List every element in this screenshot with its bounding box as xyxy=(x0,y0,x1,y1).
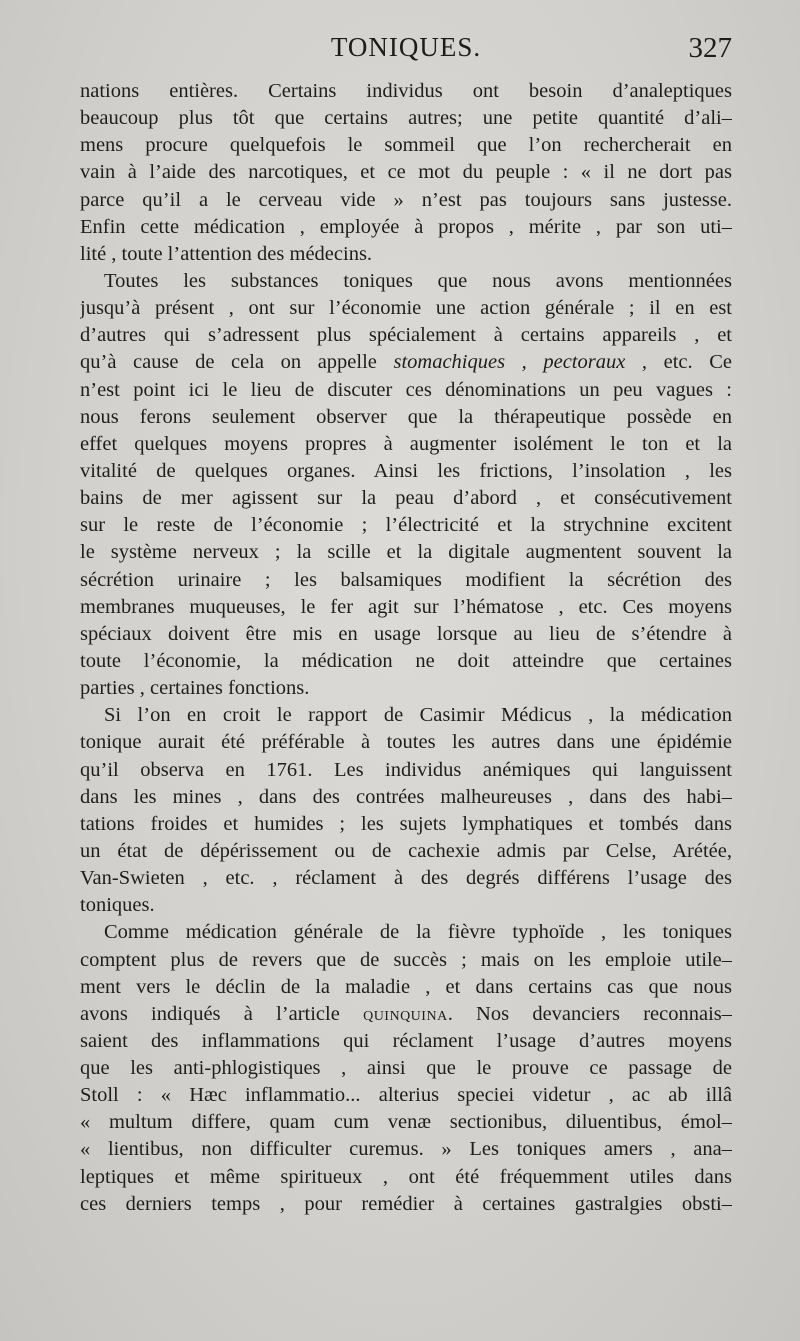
text-line xyxy=(80,105,732,132)
text-line xyxy=(80,132,732,159)
text-segment: effet quelques moyens propres à augmenter isolément le ton et la xyxy=(80,432,732,455)
text-line xyxy=(80,349,732,376)
text-line xyxy=(80,404,732,431)
text-line xyxy=(80,322,732,349)
text-segment: n’est point ici le lieu de discuter ces dénominations un peu vagues : xyxy=(80,378,732,401)
text-segment: mens procure quelquefois le sommeil que l’on rechercherait en xyxy=(80,134,732,157)
text-segment: dans les mines , dans des contrées malheureuses , dans des habi– xyxy=(80,785,732,808)
text-segment: Stoll : « Hæc inflammatio... alterius speciei videtur , ac ab illâ xyxy=(80,1084,732,1107)
text-segment: vitalité de quelques organes. Ainsi les frictions, l’insolation , les xyxy=(80,459,732,482)
text-line xyxy=(80,1082,732,1109)
text-line xyxy=(80,621,732,648)
text-line xyxy=(80,892,732,919)
text-segment: sur le reste de l’économie ; l’électricité et la strychnine excitent xyxy=(80,514,732,537)
text-segment: toute l’économie, la médication ne doit atteindre que certaines xyxy=(80,649,732,672)
text-line xyxy=(80,974,732,1001)
text-line xyxy=(80,1055,732,1082)
text-line xyxy=(80,512,732,539)
text-line xyxy=(80,159,732,186)
text-segment: d’autres qui s’adressent plus spécialement à certains appareils , et xyxy=(80,324,732,347)
text-segment: qu’à cause de cela on appelle xyxy=(80,351,394,374)
text-line xyxy=(80,594,732,621)
text-segment: spéciaux doivent être mis en usage lorsque au lieu de s’étendre à xyxy=(80,622,732,645)
text-line xyxy=(80,567,732,594)
text-line xyxy=(80,702,732,729)
text-segment: etc. Ce xyxy=(647,351,732,374)
text-line xyxy=(80,241,732,268)
page-header xyxy=(80,32,732,72)
text-line xyxy=(80,268,732,295)
text-segment: « lientibus, non difficulter curemus. » Les toniques amers , ana– xyxy=(80,1138,732,1161)
text-segment: que les anti-phlogistiques , ainsi que le prouve ce passage de xyxy=(80,1057,732,1080)
text-segment: membranes muqueuses, le fer agit sur l’hématose , etc. Ces moyens xyxy=(80,595,732,618)
body-text xyxy=(80,78,732,1218)
text-segment: toniques. xyxy=(80,894,155,917)
text-segment: Comme médication générale de la fièvre typhoïde , les toniques xyxy=(104,921,732,944)
text-segment: ces derniers temps , pour remédier à certaines gastralgies obsti– xyxy=(80,1192,732,1215)
text-segment: lité , toute l’attention des médecins. xyxy=(80,242,373,265)
text-line xyxy=(80,865,732,892)
text-segment: tations froides et humides ; les sujets lymphatiques et tombés dans xyxy=(80,812,732,835)
text-segment: Enfin cette médication , employée à propos , mérite , par son uti– xyxy=(80,215,732,238)
text-line xyxy=(80,431,732,458)
text-line xyxy=(80,1164,732,1191)
text-line xyxy=(80,757,732,784)
text-line xyxy=(80,539,732,566)
text-segment: sécrétion urinaire ; les balsamiques modifient la sécrétion des xyxy=(80,568,732,591)
text-segment: « multum differe, quam cum venæ sectionibus, diluentibus, émol– xyxy=(80,1111,732,1134)
text-line xyxy=(80,1136,732,1163)
text-line xyxy=(80,295,732,322)
text-line xyxy=(80,675,732,702)
italic-text: stomachiques , pectoraux , xyxy=(393,351,648,374)
text-line xyxy=(80,78,732,105)
small-caps-text: quinquina xyxy=(363,1002,448,1025)
text-line xyxy=(80,648,732,675)
text-segment: vain à l’aide des narcotiques, et ce mot du peuple : « il ne dort pas xyxy=(80,161,732,184)
text-line xyxy=(80,1109,732,1136)
text-line xyxy=(80,485,732,512)
text-segment: avons indiqués à l’article xyxy=(80,1002,364,1025)
text-segment: saient des inflammations qui réclament l’usage d’autres moyens xyxy=(80,1029,732,1052)
text-segment: comptent plus de revers que de succès ; mais on les emploie utile– xyxy=(80,948,732,971)
text-segment: tonique aurait été préférable à toutes les autres dans une épidémie xyxy=(80,731,732,754)
text-segment: Van-Swieten , etc. , réclament à des degrés différens l’usage des xyxy=(80,867,732,890)
page-number: 327 xyxy=(688,32,732,64)
text-line xyxy=(80,838,732,865)
text-segment: jusqu’à présent , ont sur l’économie une action générale ; il en est xyxy=(80,297,732,320)
text-segment: parce qu’il a le cerveau vide » n’est pas toujours sans justesse. xyxy=(80,188,732,211)
text-line xyxy=(80,729,732,756)
text-line xyxy=(80,187,732,214)
text-line xyxy=(80,1028,732,1055)
text-segment: bains de mer agissent sur la peau d’abord , et consécutivement xyxy=(80,487,732,510)
text-segment: . Nos devanciers reconnais– xyxy=(447,1002,732,1025)
text-line xyxy=(80,811,732,838)
text-segment: un état de dépérissement ou de cachexie admis par Celse, Arétée, xyxy=(80,839,732,862)
text-segment: nous ferons seulement observer que la thérapeutique possède en xyxy=(80,405,732,428)
text-line xyxy=(80,784,732,811)
text-segment: qu’il observa en 1761. Les individus anémiques qui languissent xyxy=(80,758,732,781)
text-line xyxy=(80,919,732,946)
text-segment: le système nerveux ; la scille et la digitale augmentent souvent la xyxy=(80,541,732,564)
text-segment: beaucoup plus tôt que certains autres; une petite quantité d’ali– xyxy=(80,107,732,130)
text-segment: parties , certaines fonctions. xyxy=(80,677,310,700)
running-title: TONIQUES. xyxy=(330,32,482,62)
text-segment: nations entières. Certains individus ont besoin d’analeptiques xyxy=(80,80,732,102)
text-segment: Si l’on en croit le rapport de Casimir Médicus , la médication xyxy=(104,704,732,727)
text-segment: Toutes les substances toniques que nous avons mentionnées xyxy=(104,269,732,292)
text-segment: ment vers le déclin de la maladie , et dans certains cas que nous xyxy=(80,975,732,998)
text-line xyxy=(80,377,732,404)
text-segment: leptiques et même spiritueux , ont été fréquemment utiles dans xyxy=(80,1165,732,1188)
text-line xyxy=(80,458,732,485)
text-line xyxy=(80,947,732,974)
text-line xyxy=(80,1191,732,1218)
text-line xyxy=(80,1001,732,1028)
text-line xyxy=(80,214,732,241)
